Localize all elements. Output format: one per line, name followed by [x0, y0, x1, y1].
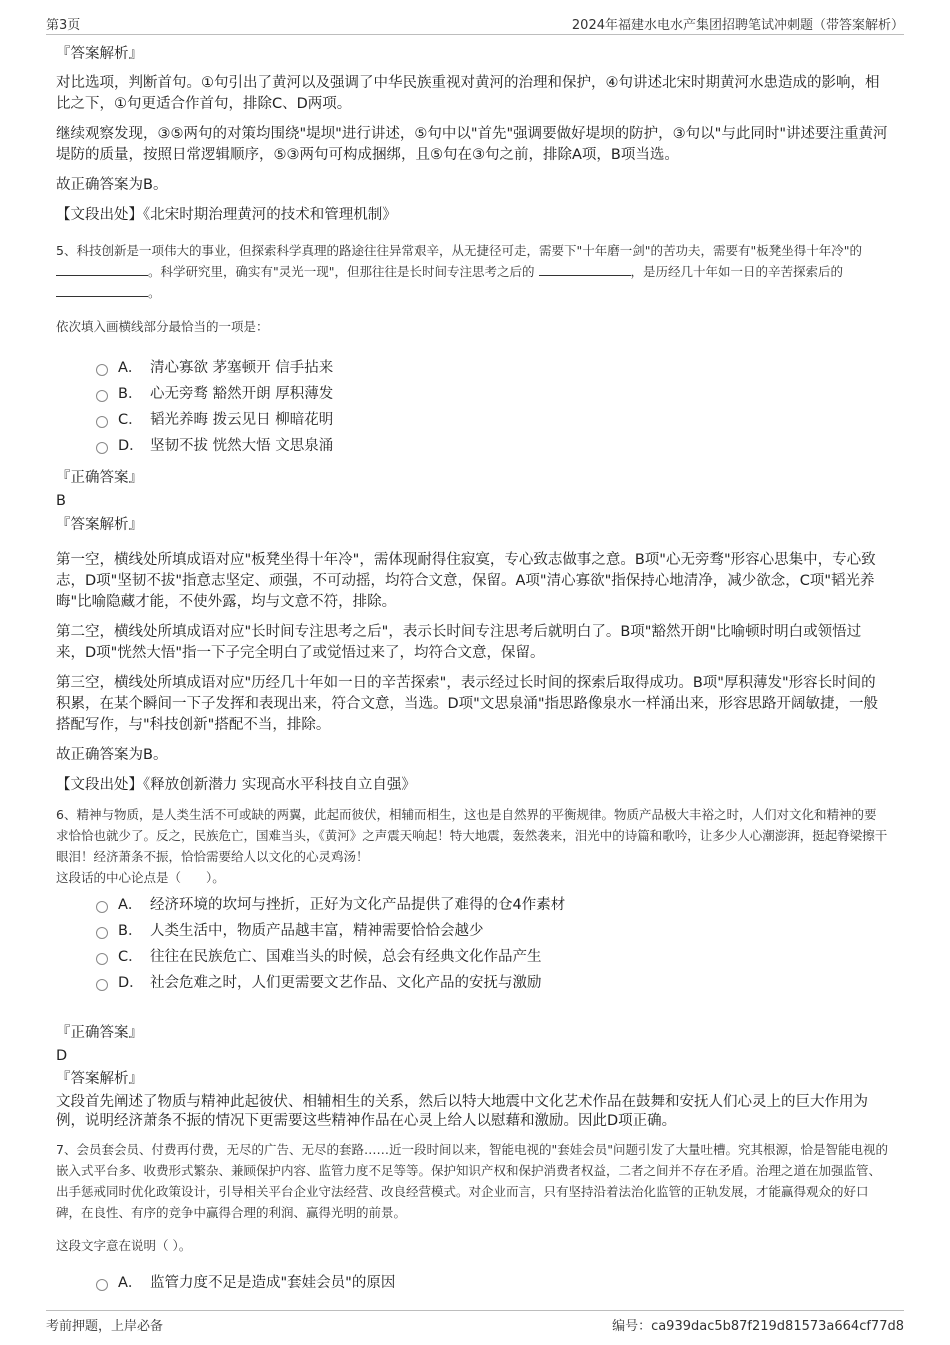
correct-answer: B [56, 493, 66, 509]
radio-icon[interactable] [96, 979, 108, 991]
answer-label: 『正确答案』 [56, 470, 143, 486]
option-list [96, 892, 888, 996]
option-a[interactable]: A． 监管力度不足是造成"套娃会员"的原因 [96, 1270, 888, 1296]
radio-icon[interactable] [96, 901, 108, 913]
option-list [96, 1270, 888, 1296]
stem-text: 。科学研究里，确实有"灵光一现"，但那往往是长时间专注思考之后的 [148, 264, 535, 279]
option-list [96, 355, 888, 459]
analysis-conclusion: 故正确答案为B。 [56, 747, 168, 763]
analysis-paragraph: 继续观察发现，③⑤两句的对策均围绕"堤坝"进行讲述，⑤句中以"首先"强调要做好堤坝的防护，③句以"与此同时"讲述要注重黄河堤防的质量，按照日常逻辑顺序，⑤③两句可构成捆绑，且⑤句在③句之前，排除A项，B项当选。 [56, 126, 888, 163]
radio-icon[interactable] [96, 442, 108, 454]
stem-text: 5、科技创新是一项伟大的事业，但探索科学真理的路途往往异常艰辛，从无捷径可走，需要下"十年磨一剑"的苦功夫，需要有"板凳坐得十年冷"的 [56, 243, 862, 258]
question-stem [56, 240, 888, 303]
page-number: 第3页 [46, 18, 81, 33]
analysis-paragraph: 第三空，横线处所填成语对应"历经几十年如一日的辛苦探索"，表示经过长时间的探索后取得成功。B项"厚积薄发"形容长时间的积累，在某个瞬间一下子发挥和表现出来，符合文意，当选。D项"文思泉涌"指思路像泉水一样涌出来，形容思路开阔敏捷，一般搭配写作，与"科技创新"搭配不当，排除。 [56, 675, 878, 733]
stem-text: 。 [148, 285, 161, 300]
question-stem: 6、精神与物质，是人类生活不可或缺的两翼，此起而彼伏，相辅而相生，这也是自然界的平衡规律。物质产品极大丰裕之时，人们对文化和精神的要求恰恰也就少了。反之，民族危亡，国难当头，《黄河》之声震天响起！特大地震，轰然袭来，泪光中的诗篇和歌吟，让多少人心潮澎湃，挺起脊梁擦干眼泪！经济萧条不振，恰恰需要给人以文化的心灵鸡汤！ [56, 807, 888, 864]
option-a[interactable]: A． 清心寡欲 茅塞顿开 信手拈来 [96, 355, 888, 381]
page-header [46, 12, 904, 35]
analysis-paragraph: 文段首先阐述了物质与精神此起彼伏、相辅相生的关系，然后以特大地震中文化艺术作品在鼓舞和安抚人们心灵上的巨大作用为例，说明经济萧条不振的情况下更需要这些精神作品在心灵上给人以慰藉和激励。因此D项正确。 [56, 1094, 868, 1129]
analysis-conclusion: 故正确答案为B。 [56, 177, 168, 193]
footer-slogan: 考前押题，上岸必备 [46, 1319, 164, 1334]
option-d[interactable]: D． 社会危难之时，人们更需要文艺作品、文化产品的安抚与激励 [96, 970, 888, 996]
question-5 [56, 240, 888, 796]
analysis-label: 『答案解析』 [56, 517, 143, 533]
question-4-analysis [56, 44, 888, 226]
fill-blank-3 [56, 284, 148, 297]
option-a[interactable]: A． 经济环境的坎坷与挫折，正好为文化产品提供了难得的仓4作素材 [96, 892, 888, 918]
option-c[interactable]: C． 往往在民族危亡、国难当头的时候，总会有经典文化作品产生 [96, 944, 888, 970]
question-7 [56, 1139, 888, 1296]
analysis-paragraph: 对比选项，判断首句。①句引出了黄河以及强调了中华民族重视对黄河的治理和保护，④句讲述北宋时期黄河水患造成的影响，相比之下，①句更适合作首句，排除C、D两项。 [56, 75, 880, 112]
radio-icon[interactable] [96, 390, 108, 402]
fill-blank-2 [539, 263, 631, 276]
source-citation: 【文段出处】《北宋时期治理黄河的技术和管理机制》 [56, 207, 397, 223]
question-stem: 7、会员套会员、付费再付费，无尽的广告、无尽的套路……近一段时间以来，智能电视的"套娃会员"问题引发了大量吐槽。究其根源，恰是智能电视的嵌入式平台多、收费形式繁杂、兼顾保护内容、监管力度不足等等。保护知识产权和保护消费者权益，二者之间并不存在矛盾。治理之道在加强监管、出手惩戒同时优化政策设计，引导相关平台企业守法经营、改良经营模式。对企业而言，只有坚持沿着法治化监管的正轨发展，才能赢得观众的好口碑，在良性、有序的竞争中赢得合理的利润、赢得光明的前景。 [56, 1142, 888, 1220]
fill-blank-1 [56, 263, 148, 276]
correct-answer: D [56, 1048, 68, 1064]
page-content [56, 44, 888, 1312]
analysis-label: 『答案解析』 [56, 46, 143, 62]
radio-icon[interactable] [96, 953, 108, 965]
answer-label: 『正确答案』 [56, 1025, 143, 1041]
question-prompt: 这段文字意在说明（ ）。 [56, 1238, 192, 1253]
radio-icon[interactable] [96, 364, 108, 376]
option-d[interactable]: D． 坚韧不拔 恍然大悟 文思泉涌 [96, 433, 888, 459]
analysis-paragraph: 第二空，横线处所填成语对应"长时间专注思考之后"，表示长时间专注思考后就明白了。B项"豁然开朗"比喻顿时明白或领悟过来，D项"恍然大悟"指一下子完全明白了或觉悟过来了，均符合文意，保留。 [56, 624, 862, 661]
radio-icon[interactable] [96, 416, 108, 428]
question-6 [56, 804, 888, 1131]
option-b[interactable]: B． 人类生活中，物质产品越丰富，精神需要恰恰会越少 [96, 918, 888, 944]
option-b[interactable]: B． 心无旁骛 豁然开朗 厚积薄发 [96, 381, 888, 407]
stem-text: ，是历经几十年如一日的辛苦探索后的 [630, 264, 844, 279]
page-footer [46, 1310, 904, 1333]
question-prompt: 依次填入画横线部分最恰当的一项是： [56, 319, 269, 334]
question-prompt: 这段话的中心论点是（ ）。 [56, 870, 225, 885]
analysis-paragraph: 第一空，横线处所填成语对应"板凳坐得十年冷"，需体现耐得住寂寞，专心致志做事之意。B项"心无旁骛"形容心思集中，专心致志，D项"坚韧不拔"指意志坚定、顽强，不可动摇，均符合文意，保留。A项"清心寡欲"指保持心地清净，减少欲念，C项"韬光养晦"比喻隐藏才能，不使外露，均与文意不符，排除。 [56, 552, 876, 610]
radio-icon[interactable] [96, 927, 108, 939]
radio-icon[interactable] [96, 1279, 108, 1291]
analysis-label: 『答案解析』 [56, 1071, 143, 1087]
document-title: 2024年福建水电水产集团招聘笔试冲刺题（带答案解析） [571, 18, 904, 33]
option-c[interactable]: C． 韬光养晦 拨云见日 柳暗花明 [96, 407, 888, 433]
source-citation: 【文段出处】《释放创新潜力 实现高水平科技自立自强》 [56, 777, 416, 793]
document-code: 编号：ca939dac5b87f219d81573a664cf77d8 [612, 1319, 904, 1334]
